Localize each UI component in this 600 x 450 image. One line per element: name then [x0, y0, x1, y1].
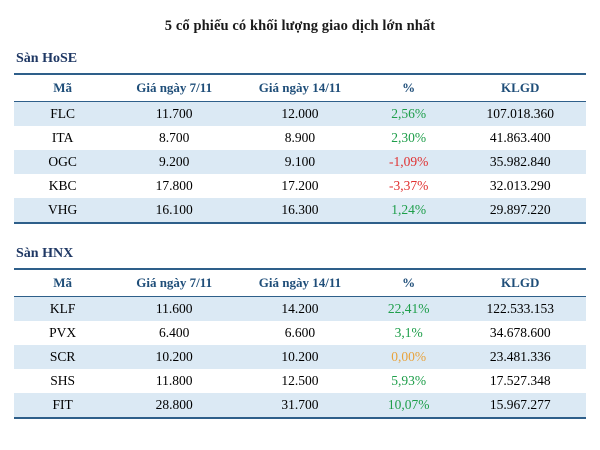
column-header-volume: KLGD: [454, 74, 586, 102]
cell-code: KBC: [48, 178, 77, 193]
cell-percent: 0,00%: [363, 345, 455, 369]
cell-price1: 11.700: [111, 102, 237, 127]
column-header-volume: KLGD: [454, 269, 586, 297]
column-header-code: Mã: [14, 269, 111, 297]
table-row: [14, 321, 586, 345]
table-header: [14, 74, 586, 102]
column-header-percent: %: [363, 74, 455, 102]
table-body: [14, 102, 586, 224]
section-hose: [14, 51, 586, 224]
cell-volume: 29.897.220: [454, 198, 586, 223]
cell-code: SCR: [14, 345, 111, 369]
cell-code: VHG: [14, 198, 111, 223]
cell-price2: 16.300: [237, 198, 363, 223]
cell-price2: 9.100: [237, 150, 363, 174]
cell-percent: 5,93%: [391, 373, 427, 388]
cell-volume: 122.533.153: [454, 297, 586, 322]
cell-volume: 15.967.277: [454, 393, 586, 418]
table-row: [14, 198, 586, 223]
cell-percent: 22,41%: [363, 297, 455, 322]
table-row: [14, 174, 586, 198]
section-spacer: [14, 236, 586, 246]
section-hnx: [14, 246, 586, 419]
table-row: [14, 297, 586, 322]
cell-price1: 8.700: [158, 130, 190, 145]
cell-price1: 6.400: [158, 325, 190, 340]
cell-code: KLF: [14, 297, 111, 322]
cell-percent: 10,07%: [363, 393, 455, 418]
cell-percent: -3,37%: [388, 178, 429, 193]
table-row: [14, 345, 586, 369]
cell-volume: 17.527.348: [489, 373, 551, 388]
cell-price1: 11.800: [155, 373, 193, 388]
cell-code: OGC: [14, 150, 111, 174]
cell-price2: 8.900: [284, 130, 316, 145]
cell-code: ITA: [51, 130, 74, 145]
cell-price2: 6.600: [284, 325, 316, 340]
cell-volume: 23.481.336: [454, 345, 586, 369]
cell-volume: 41.863.400: [489, 130, 551, 145]
cell-price2: 10.200: [237, 345, 363, 369]
cell-price2: 17.200: [281, 178, 319, 193]
column-header-price1: Giá ngày 7/11: [111, 269, 237, 297]
table-row: [14, 126, 586, 150]
column-header-code: Mã: [14, 74, 111, 102]
column-header-percent: %: [363, 269, 455, 297]
header-row: [14, 269, 586, 297]
stock-table-hose: [14, 73, 586, 224]
cell-volume: 32.013.290: [489, 178, 551, 193]
cell-price1: 16.100: [111, 198, 237, 223]
section-heading: Sàn HoSE: [16, 51, 78, 66]
cell-volume: 107.018.360: [454, 102, 586, 127]
cell-code: FIT: [14, 393, 111, 418]
stock-table-hnx: [14, 268, 586, 419]
header-row: [14, 74, 586, 102]
cell-percent: 2,30%: [391, 130, 427, 145]
cell-price1: 9.200: [111, 150, 237, 174]
cell-percent: 1,24%: [363, 198, 455, 223]
section-heading: Sàn HNX: [16, 246, 74, 261]
cell-code: SHS: [50, 373, 75, 388]
cell-code: FLC: [14, 102, 111, 127]
table-row: [14, 369, 586, 393]
cell-price2: 14.200: [237, 297, 363, 322]
cell-percent: 3,1%: [394, 325, 423, 340]
column-header-price2: Giá ngày 14/11: [237, 74, 363, 102]
cell-volume: 34.678.600: [489, 325, 551, 340]
table-header: [14, 269, 586, 297]
table-row: [14, 102, 586, 127]
page-title: 5 cổ phiếu có khối lượng giao dịch lớn nhất: [164, 18, 436, 34]
table-body: [14, 297, 586, 419]
cell-price2: 31.700: [237, 393, 363, 418]
cell-price1: 28.800: [111, 393, 237, 418]
cell-price1: 10.200: [111, 345, 237, 369]
table-row: [14, 393, 586, 418]
cell-code: PVX: [49, 325, 77, 340]
column-header-price2: Giá ngày 14/11: [237, 269, 363, 297]
cell-percent: -1,09%: [363, 150, 455, 174]
table-row: [14, 150, 586, 174]
cell-price2: 12.500: [281, 373, 319, 388]
cell-percent: 2,56%: [363, 102, 455, 127]
column-header-price1: Giá ngày 7/11: [111, 74, 237, 102]
cell-price2: 12.000: [237, 102, 363, 127]
cell-volume: 35.982.840: [454, 150, 586, 174]
cell-price1: 17.800: [155, 178, 193, 193]
cell-price1: 11.600: [111, 297, 237, 322]
